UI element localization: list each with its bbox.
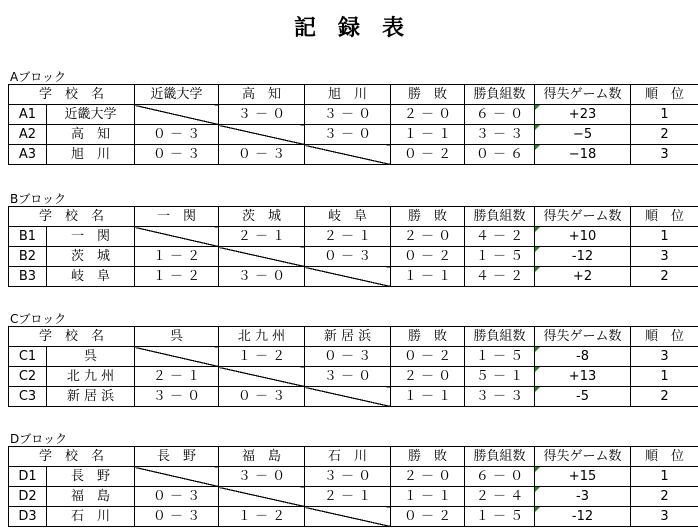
rank-header: 順 位 — [631, 447, 698, 467]
block-d — [8, 432, 698, 527]
games-header: 得失ゲーム数 — [535, 207, 631, 227]
games-cell: +13 — [535, 367, 631, 387]
score-cell: １ － ２ — [135, 267, 219, 287]
team-header: 北 九 州 — [219, 327, 305, 347]
team-header: 石 川 — [305, 447, 391, 467]
team-name: 一 関 — [47, 227, 135, 247]
record-header: 勝 敗 — [391, 207, 465, 227]
header-row — [9, 327, 698, 347]
rank-cell: 1 — [631, 227, 698, 247]
diagonal-cell — [219, 487, 305, 507]
team-id: B1 — [9, 227, 47, 247]
games-cell: +23 — [535, 105, 631, 125]
table-row — [9, 347, 698, 367]
diagonal-cell — [135, 467, 219, 487]
table-row — [9, 247, 698, 267]
score-cell: ０ － ３ — [305, 347, 391, 367]
rank-header: 順 位 — [631, 327, 698, 347]
score-cell: ０ － ３ — [135, 125, 219, 145]
block-c — [8, 312, 698, 407]
team-name: 高 知 — [47, 125, 135, 145]
record-header: 勝 敗 — [391, 85, 465, 105]
team-id: A2 — [9, 125, 47, 145]
table-row — [9, 105, 698, 125]
school-header: 学 校 名 — [9, 85, 135, 105]
table-row — [9, 507, 698, 527]
team-id: B2 — [9, 247, 47, 267]
record-cell: １ － １ — [391, 125, 465, 145]
games-cell: -3 — [535, 487, 631, 507]
header-row — [9, 85, 698, 105]
table-row — [9, 467, 698, 487]
table-row — [9, 367, 698, 387]
games-header: 得失ゲーム数 — [535, 327, 631, 347]
record-cell: ２ － ０ — [391, 367, 465, 387]
record-cell: ０ － ２ — [391, 145, 465, 165]
team-name: 新 居 浜 — [47, 387, 135, 407]
games-cell: −18 — [535, 145, 631, 165]
diagonal-cell — [135, 105, 219, 125]
diagonal-cell — [305, 267, 391, 287]
sets-header: 勝負組数 — [465, 447, 535, 467]
record-header: 勝 敗 — [391, 447, 465, 467]
school-header: 学 校 名 — [9, 447, 135, 467]
score-cell: １ － ２ — [135, 247, 219, 267]
score-cell: ０ － ３ — [219, 387, 305, 407]
record-cell: ２ － ０ — [391, 227, 465, 247]
diagonal-cell — [305, 145, 391, 165]
team-id: C3 — [9, 387, 47, 407]
table-row — [9, 227, 698, 247]
score-cell: ０ － ３ — [135, 487, 219, 507]
team-id: C2 — [9, 367, 47, 387]
block-label: Dブロック — [10, 432, 68, 446]
score-cell: ０ － ３ — [305, 247, 391, 267]
team-name: 北 九 州 — [47, 367, 135, 387]
results-table — [8, 84, 698, 165]
team-name: 長 野 — [47, 467, 135, 487]
score-cell: ３ － ０ — [305, 467, 391, 487]
diagonal-cell — [305, 507, 391, 527]
games-cell: +2 — [535, 267, 631, 287]
rank-cell: 1 — [631, 105, 698, 125]
table-row — [9, 267, 698, 287]
team-name: 茨 城 — [47, 247, 135, 267]
page-title: 記 録 表 — [293, 16, 404, 41]
header-row — [9, 447, 698, 467]
score-cell: ２ － １ — [305, 227, 391, 247]
games-cell: -5 — [535, 387, 631, 407]
sets-header: 勝負組数 — [465, 85, 535, 105]
block-label: Aブロック — [10, 70, 66, 84]
rank-cell: 3 — [631, 347, 698, 367]
record-cell: ２ － ０ — [391, 105, 465, 125]
score-cell: ３ － ０ — [135, 387, 219, 407]
diagonal-cell — [219, 125, 305, 145]
sets-cell: ３ － ３ — [465, 387, 535, 407]
record-cell: １ － １ — [391, 387, 465, 407]
rank-cell: 3 — [631, 145, 698, 165]
team-id: D3 — [9, 507, 47, 527]
games-cell: +15 — [535, 467, 631, 487]
record-cell: ０ － ２ — [391, 247, 465, 267]
team-id: D1 — [9, 467, 47, 487]
team-header: 高 知 — [219, 85, 305, 105]
team-name: 呉 — [47, 347, 135, 367]
sets-cell: ０ － ６ — [465, 145, 535, 165]
score-cell: ２ － １ — [135, 367, 219, 387]
sets-cell: １ － ５ — [465, 347, 535, 367]
sets-cell: １ － ５ — [465, 507, 535, 527]
rank-header: 順 位 — [631, 207, 698, 227]
team-name: 福 島 — [47, 487, 135, 507]
team-header: 長 野 — [135, 447, 219, 467]
rank-cell: 2 — [631, 267, 698, 287]
record-cell: ２ － ０ — [391, 467, 465, 487]
school-header: 学 校 名 — [9, 327, 135, 347]
block-label: Cブロック — [10, 312, 67, 326]
sets-cell: １ － ５ — [465, 247, 535, 267]
team-id: A1 — [9, 105, 47, 125]
rank-cell: 2 — [631, 125, 698, 145]
rank-header: 順 位 — [631, 85, 698, 105]
score-cell: ３ － ０ — [305, 105, 391, 125]
rank-cell: 3 — [631, 247, 698, 267]
record-cell: １ － １ — [391, 487, 465, 507]
score-cell: ０ － ３ — [135, 145, 219, 165]
score-cell: ３ － ０ — [219, 105, 305, 125]
team-header: 茨 城 — [219, 207, 305, 227]
games-cell: -12 — [535, 247, 631, 267]
table-row — [9, 125, 698, 145]
team-name: 旭 川 — [47, 145, 135, 165]
record-header: 勝 敗 — [391, 327, 465, 347]
rank-cell: 2 — [631, 487, 698, 507]
sets-header: 勝負組数 — [465, 207, 535, 227]
team-header: 岐 阜 — [305, 207, 391, 227]
games-header: 得失ゲーム数 — [535, 447, 631, 467]
team-id: A3 — [9, 145, 47, 165]
team-header: 一 関 — [135, 207, 219, 227]
score-cell: １ － ２ — [219, 347, 305, 367]
record-cell: ０ － ２ — [391, 347, 465, 367]
score-cell: １ － ２ — [219, 507, 305, 527]
block-label: Bブロック — [10, 192, 66, 206]
rank-cell: 2 — [631, 387, 698, 407]
games-cell: -8 — [535, 347, 631, 367]
score-cell: ３ － ０ — [219, 267, 305, 287]
sets-cell: ５ － １ — [465, 367, 535, 387]
diagonal-cell — [135, 347, 219, 367]
games-cell: -12 — [535, 507, 631, 527]
rank-cell: 1 — [631, 367, 698, 387]
diagonal-cell — [219, 367, 305, 387]
diagonal-cell — [305, 387, 391, 407]
games-header: 得失ゲーム数 — [535, 85, 631, 105]
sets-cell: ４ － ２ — [465, 227, 535, 247]
record-cell: １ － １ — [391, 267, 465, 287]
results-table — [8, 326, 698, 407]
rank-cell: 1 — [631, 467, 698, 487]
team-name: 石 川 — [47, 507, 135, 527]
sets-cell: ２ － ４ — [465, 487, 535, 507]
table-row — [9, 145, 698, 165]
block-b — [8, 192, 698, 287]
score-cell: ３ － ０ — [305, 367, 391, 387]
games-cell: +10 — [535, 227, 631, 247]
team-header: 旭 川 — [305, 85, 391, 105]
sets-cell: ４ － ２ — [465, 267, 535, 287]
score-cell: ３ － ０ — [219, 467, 305, 487]
team-header: 新 居 浜 — [305, 327, 391, 347]
table-row — [9, 387, 698, 407]
sets-cell: ６ － ０ — [465, 467, 535, 487]
school-header: 学 校 名 — [9, 207, 135, 227]
block-a — [8, 70, 698, 165]
table-row — [9, 487, 698, 507]
sets-header: 勝負組数 — [465, 327, 535, 347]
diagonal-cell — [135, 227, 219, 247]
team-id: D2 — [9, 487, 47, 507]
team-name: 近畿大学 — [47, 105, 135, 125]
score-cell: ３ － ０ — [305, 125, 391, 145]
diagonal-cell — [219, 247, 305, 267]
record-cell: ０ － ２ — [391, 507, 465, 527]
score-cell: ０ － ３ — [219, 145, 305, 165]
team-header: 福 島 — [219, 447, 305, 467]
sets-cell: ６ － ０ — [465, 105, 535, 125]
team-name: 岐 阜 — [47, 267, 135, 287]
team-header: 近畿大学 — [135, 85, 219, 105]
score-cell: ０ － ３ — [135, 507, 219, 527]
team-header: 呉 — [135, 327, 219, 347]
header-row — [9, 207, 698, 227]
team-id: C1 — [9, 347, 47, 367]
results-table — [8, 206, 698, 287]
results-table — [8, 446, 698, 527]
games-cell: −5 — [535, 125, 631, 145]
team-id: B3 — [9, 267, 47, 287]
score-cell: ２ － １ — [219, 227, 305, 247]
sets-cell: ３ － ３ — [465, 125, 535, 145]
score-cell: ２ － １ — [305, 487, 391, 507]
rank-cell: 3 — [631, 507, 698, 527]
